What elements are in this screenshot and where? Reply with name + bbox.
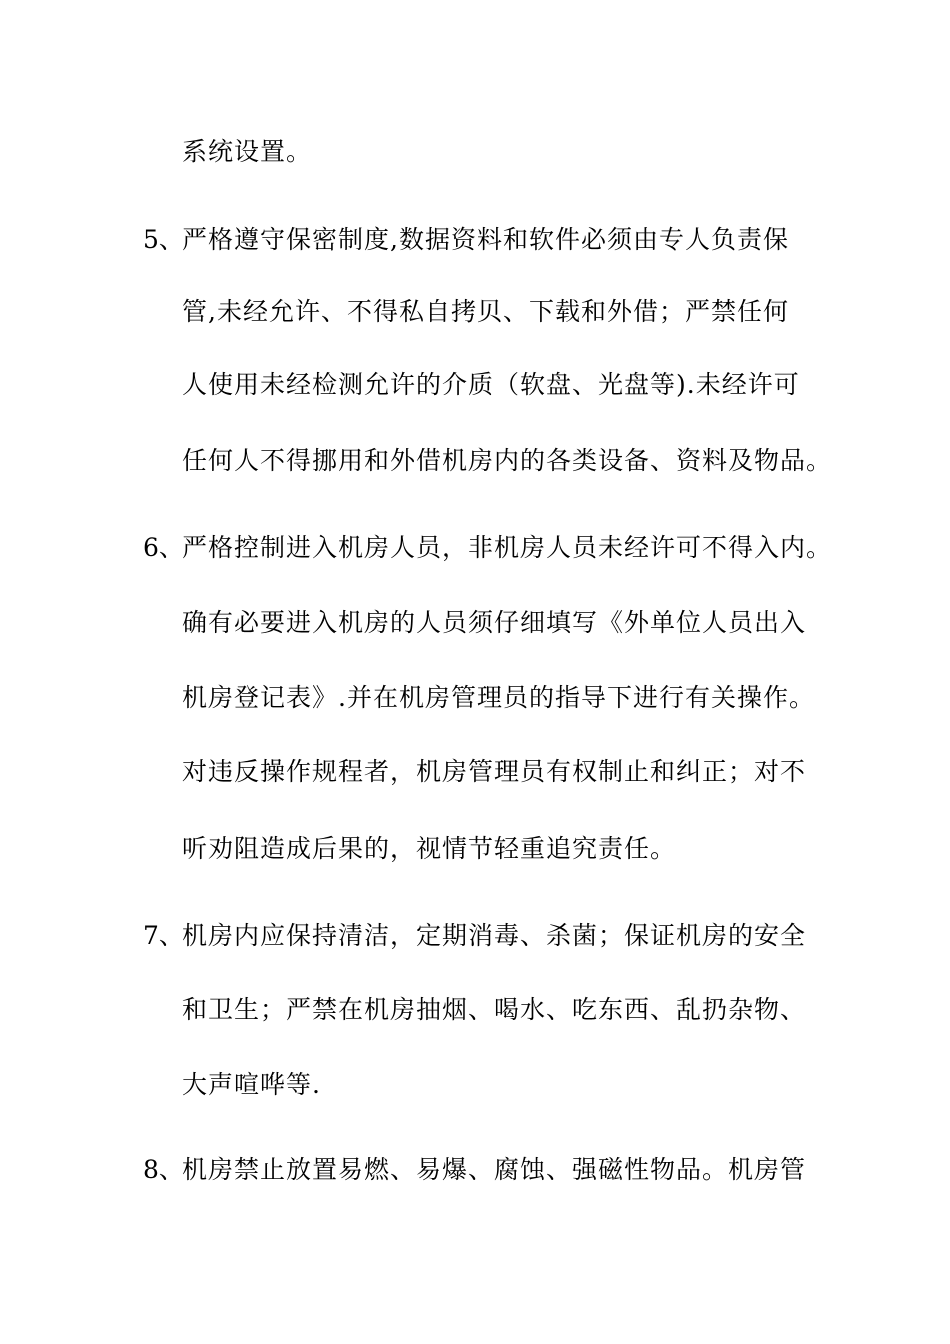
text-line: 机房禁止放置易燃、易爆、腐蚀、强磁性物品。机房管	[182, 1155, 807, 1184]
text-line: 和卫生；严禁在机房抽烟、喝水、吃东西、乱扔杂物、	[182, 995, 807, 1024]
text-line: 系统设置。	[182, 137, 313, 166]
item-number: 7、	[143, 921, 184, 950]
item-number: 8、	[143, 1155, 184, 1184]
item-number: 5、	[143, 225, 184, 254]
text-line: 机房登记表》.并在机房管理员的指导下进行有关操作。	[182, 683, 815, 712]
item-number: 6、	[143, 533, 184, 562]
text-line: 听劝阻造成后果的，视情节轻重追究责任。	[182, 834, 677, 863]
text-line: 管,未经允许、不得私自拷贝、下载和外借；严禁任何	[182, 297, 789, 326]
text-line: 任何人不得挪用和外借机房内的各类设备、资料及物品。	[182, 446, 833, 475]
text-line: 严格遵守保密制度,数据资料和软件必须由专人负责保	[182, 225, 789, 254]
text-line: 大声喧哗等.	[182, 1070, 321, 1099]
text-line: 人使用未经检测允许的介质（软盘、光盘等).未经许可	[182, 370, 800, 399]
text-line: 机房内应保持清洁，定期消毒、杀菌；保证机房的安全	[182, 921, 807, 950]
text-line: 严格控制进入机房人员，非机房人员未经许可不得入内。	[182, 533, 833, 562]
text-line: 对违反操作规程者，机房管理员有权制止和纠正；对不	[182, 757, 807, 786]
text-line: 确有必要进入机房的人员须仔细填写《外单位人员出入	[182, 608, 807, 637]
